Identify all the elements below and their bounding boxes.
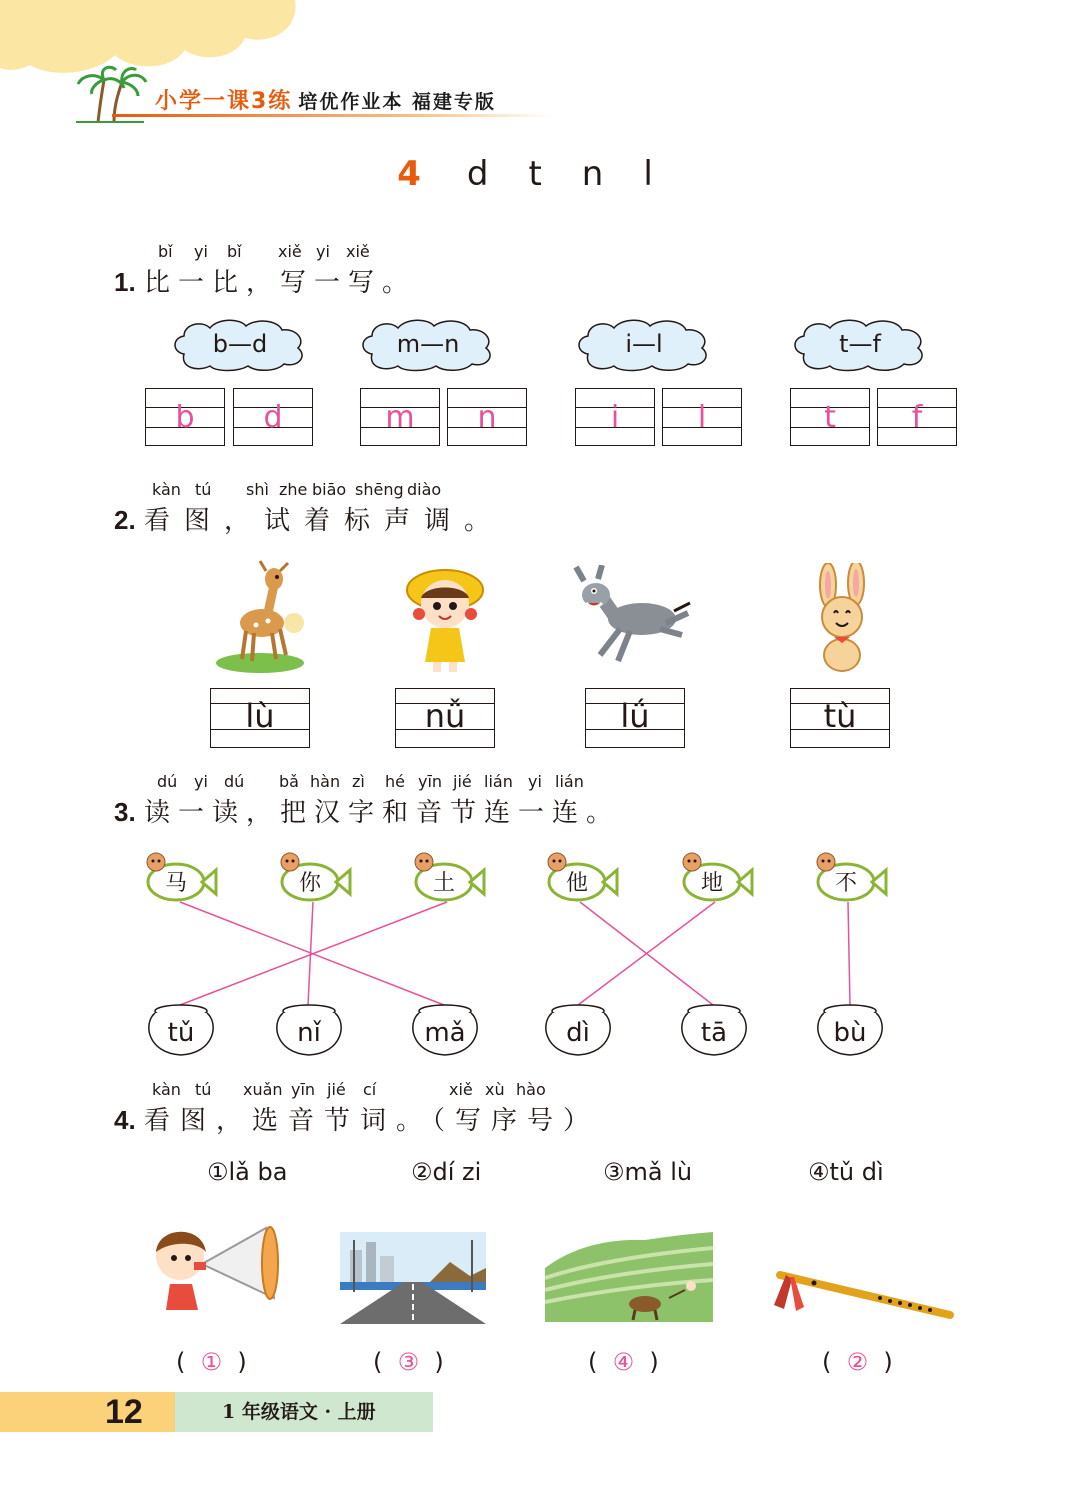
tone-answer: lǘ	[620, 697, 650, 735]
pinyin: xiě	[346, 242, 370, 261]
lesson-title	[0, 154, 1070, 194]
written-answer: t	[824, 400, 836, 435]
pinyin: yi	[316, 242, 330, 261]
writing-grid[interactable]	[447, 388, 527, 446]
pinyin: hàn	[310, 772, 341, 791]
syllable[interactable]: nǐ	[297, 1018, 321, 1048]
pinyin-writing-box[interactable]	[585, 688, 685, 748]
tone-answer: tù	[823, 697, 857, 735]
pinyin: kàn	[152, 480, 181, 499]
book-subtitle: 培优作业本 福建专版	[298, 91, 496, 113]
syllable[interactable]: tā	[700, 1018, 728, 1048]
question-2	[114, 500, 504, 537]
megaphone-girl-picture	[148, 1212, 286, 1324]
pinyin: zhe	[279, 480, 308, 499]
pinyin: jié	[327, 1080, 346, 1099]
tone-answer: nǚ	[424, 697, 466, 735]
pinyin: kàn	[152, 1080, 181, 1099]
pinyin: jié	[453, 772, 472, 791]
flute-picture	[770, 1265, 954, 1327]
lesson-letter: d	[466, 154, 489, 194]
selected-answer: ②	[846, 1348, 869, 1376]
question-4	[114, 1100, 599, 1137]
pinyin: yi	[528, 772, 542, 791]
pinyin: hé	[385, 772, 405, 791]
lesson-letter: t	[528, 154, 542, 194]
header-underline	[112, 114, 552, 117]
writing-grid[interactable]	[360, 388, 440, 446]
question-text: 看图，选音节词。（写序号）	[143, 1106, 599, 1136]
question-number: 4.	[114, 1105, 136, 1135]
donkey-picture	[570, 565, 695, 670]
pinyin: yi	[194, 772, 208, 791]
written-answer: f	[911, 400, 923, 435]
chinese-character[interactable]: 你	[298, 871, 321, 896]
pinyin: xiě	[449, 1080, 473, 1099]
pinyin: diào	[407, 480, 442, 499]
chinese-character[interactable]: 马	[164, 871, 187, 896]
header-title	[155, 84, 496, 115]
writing-grid[interactable]	[877, 388, 957, 446]
written-answer: n	[477, 400, 497, 435]
selected-answer: ①	[200, 1348, 223, 1376]
pinyin: zì	[352, 772, 365, 791]
pinyin: xuǎn	[243, 1080, 283, 1099]
written-answer: m	[385, 400, 415, 435]
pinyin-writing-box[interactable]	[395, 688, 495, 748]
pinyin: yīn	[291, 1080, 316, 1099]
rabbit-picture	[800, 563, 885, 678]
question-number: 2.	[114, 505, 136, 535]
cloud-label: t—f	[839, 330, 881, 358]
word-option: ④tǔ dì	[808, 1158, 884, 1186]
pinyin: hào	[516, 1080, 546, 1099]
pinyin: bǎ	[279, 772, 299, 791]
question-text: 比一比，写一写。	[143, 268, 416, 298]
answer-slot[interactable]: ( ④ )	[588, 1348, 659, 1376]
word-option: ①lǎ ba	[207, 1158, 288, 1186]
deer-picture	[210, 555, 310, 675]
lesson-letter: l	[643, 154, 653, 194]
writing-grid[interactable]	[790, 388, 870, 446]
selected-answer: ③	[397, 1348, 420, 1376]
farmland-picture	[545, 1228, 713, 1322]
question-3	[114, 792, 620, 829]
word-option: ③mǎ lù	[603, 1158, 693, 1186]
question-text: 看图，试着标声调。	[143, 506, 504, 536]
question-number: 3.	[114, 797, 136, 827]
selected-answer: ④	[612, 1348, 635, 1376]
page-number: 12	[105, 1393, 143, 1431]
road-picture	[340, 1232, 486, 1324]
pinyin: shì	[246, 480, 269, 499]
question-text: 读一读，把汉字和音节连一连。	[143, 798, 620, 828]
chinese-character[interactable]: 他	[565, 871, 588, 896]
pinyin: tú	[195, 1080, 212, 1099]
question-1	[114, 262, 416, 299]
pinyin: cí	[363, 1080, 377, 1099]
pinyin: lián	[484, 772, 513, 791]
pinyin: tú	[195, 480, 212, 499]
syllable[interactable]: bù	[833, 1018, 867, 1048]
word-option: ②dí zi	[411, 1158, 482, 1186]
writing-grid[interactable]	[662, 388, 742, 446]
written-answer: l	[697, 400, 707, 435]
answer-slot[interactable]: ( ② )	[822, 1348, 893, 1376]
pinyin: lián	[555, 772, 584, 791]
pinyin: bǐ	[158, 242, 173, 261]
cloud-label: b—d	[212, 330, 268, 358]
chinese-character[interactable]: 地	[700, 871, 723, 896]
pinyin: yīn	[418, 772, 443, 791]
syllable[interactable]: dì	[566, 1018, 590, 1048]
syllable[interactable]: mǎ	[424, 1018, 466, 1048]
girl-picture	[395, 558, 495, 678]
lesson-letter: n	[581, 154, 604, 194]
answer-slot[interactable]: ( ① )	[176, 1348, 247, 1376]
cloud-label: i—l	[625, 330, 663, 358]
syllable[interactable]: tǔ	[167, 1018, 195, 1048]
pinyin: dú	[157, 772, 178, 791]
tone-answer: lù	[245, 697, 275, 735]
footer-page-band	[0, 1392, 175, 1432]
pinyin-writing-box[interactable]	[790, 688, 890, 748]
footer-book-title: 1 年级语文 · 上册	[222, 1401, 376, 1423]
pinyin: xiě	[278, 242, 302, 261]
pinyin: xù	[485, 1080, 505, 1099]
writing-grid[interactable]	[575, 388, 655, 446]
pinyin: bǐ	[227, 242, 242, 261]
writing-grid[interactable]	[145, 388, 225, 446]
cloud-label: m—n	[396, 330, 460, 358]
pinyin: dú	[224, 772, 245, 791]
written-answer: i	[610, 400, 620, 435]
pinyin: yi	[194, 242, 208, 261]
written-answer: d	[263, 400, 283, 435]
pinyin: biāo	[312, 480, 347, 499]
lesson-number: 4	[397, 154, 421, 194]
answer-slot[interactable]: ( ③ )	[373, 1348, 444, 1376]
chinese-character[interactable]: 土	[432, 871, 455, 896]
chinese-character[interactable]: 不	[834, 871, 857, 896]
question-number: 1.	[114, 267, 136, 297]
pinyin-writing-box[interactable]	[210, 688, 310, 748]
written-answer: b	[175, 400, 195, 435]
writing-grid[interactable]	[233, 388, 313, 446]
pinyin: shēng	[355, 480, 404, 499]
brand-name: 小学一课3练	[155, 89, 293, 114]
